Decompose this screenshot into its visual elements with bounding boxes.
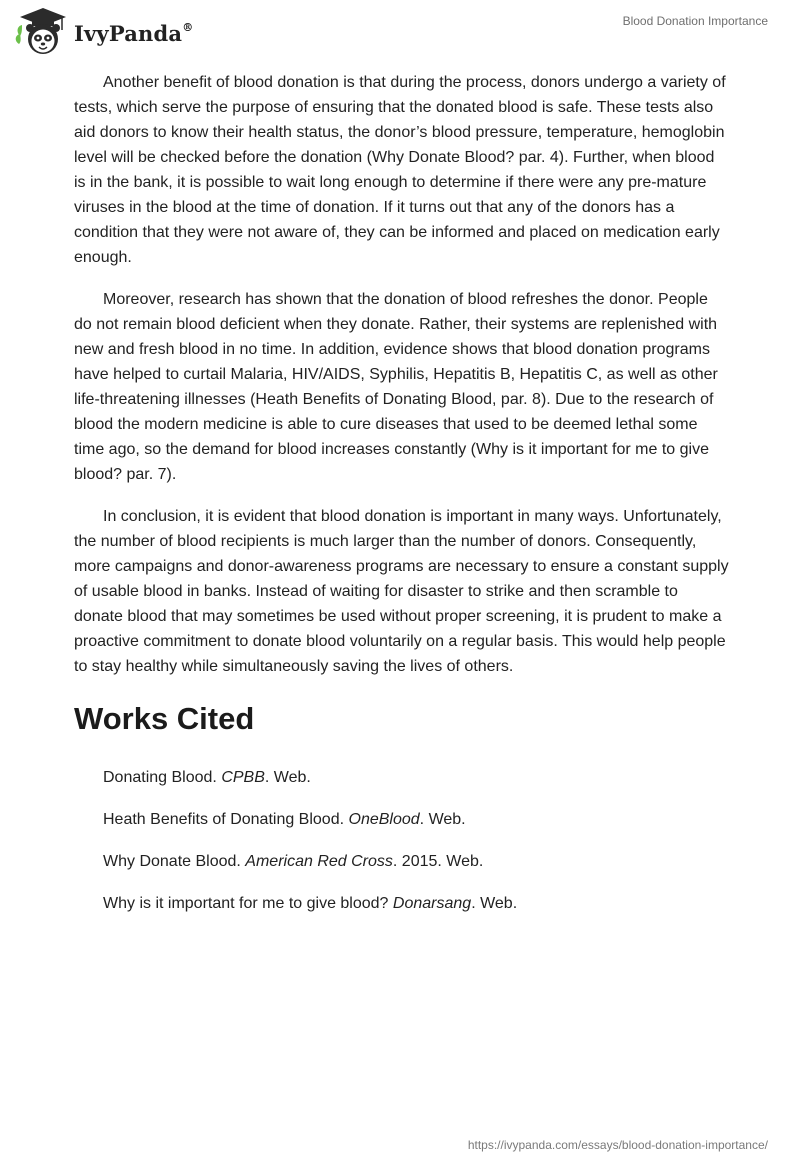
- citation-suffix: . Web.: [471, 895, 518, 912]
- ivypanda-logo[interactable]: [14, 6, 193, 58]
- citation-source: CPBB: [221, 769, 265, 786]
- citation-entry: [103, 849, 730, 874]
- citation-suffix: . Web.: [419, 811, 466, 828]
- body-paragraph: In conclusion, it is evident that blood donation is important in many ways. Unfortunately, the number of blood recipients is much larger than the number of donors. Consequently, more campaigns and donor-awareness programs are necessary to ensure a constant supply of usable blood in banks. Instead of waiting for disaster to strike and then scramble to donate blood that may sometimes be used without proper screening, it is prudent to make a proactive commitment to donate blood voluntarily on a regular basis. This would help people to stay healthy while simultaneously saving the lives of others.: [74, 508, 729, 675]
- citation-entry: [103, 807, 730, 832]
- citation-title: Heath Benefits of Donating Blood.: [103, 811, 349, 828]
- works-cited-heading: Works Cited: [74, 701, 255, 736]
- registered-mark: ®: [182, 20, 194, 34]
- citation-suffix: . 2015. Web.: [392, 853, 484, 870]
- source-url-link[interactable]: https://ivypanda.com/essays/blood-donation-importance/: [467, 1138, 768, 1152]
- citation-title: Donating Blood.: [103, 769, 222, 786]
- citation-source: American Red Cross: [245, 853, 393, 870]
- citation-entry: [103, 891, 730, 916]
- citation-title: Why Donate Blood.: [103, 853, 246, 870]
- document-title: Blood Donation Importance: [622, 14, 768, 28]
- panda-graduate-icon: [14, 6, 72, 58]
- brand-name: [74, 21, 193, 46]
- essay-content: [74, 70, 730, 933]
- citation-source: OneBlood: [348, 811, 420, 828]
- body-paragraph: Moreover, research has shown that the donation of blood refreshes the donor. People do not remain blood deficient when they donate. Rather, their systems are replenished with new and fresh blood in no time. In addition, evidence shows that blood donation programs have helped to curtail Malaria, HIV/AIDS, Syphilis, Hepatitis B, Hepatitis C, as well as other life-threatening illnesses (Heath Benefits of Donating Blood, par. 8). Due to the research of blood the modern medicine is able to cure diseases that used to be deemed lethal some time ago, so the demand for blood increases constantly (Why is it important for me to give blood? par. 7).: [74, 291, 718, 483]
- citation-suffix: . Web.: [264, 769, 311, 786]
- citation-title: Why is it important for me to give blood?: [103, 895, 393, 912]
- brand-name-text: IvyPanda: [74, 20, 183, 46]
- page-header: [0, 0, 800, 62]
- citation-source: Donarsang: [392, 895, 472, 912]
- body-paragraph: Another benefit of blood donation is that during the process, donors undergo a variety of tests, which serve the purpose of ensuring that the donated blood is safe. These tests also aid donors to know their health status, the donor’s blood pressure, temperature, hemoglobin level will be checked before the donation (Why Donate Blood? par. 4). Further, when blood is in the bank, it is possible to wait long enough to determine if there were any pre-mature viruses in the blood at the time of donation. If it turns out that any of the donors has a condition that they were not aware of, they can be informed and placed on medication early enough.: [74, 74, 726, 266]
- citation-entry: [103, 765, 730, 790]
